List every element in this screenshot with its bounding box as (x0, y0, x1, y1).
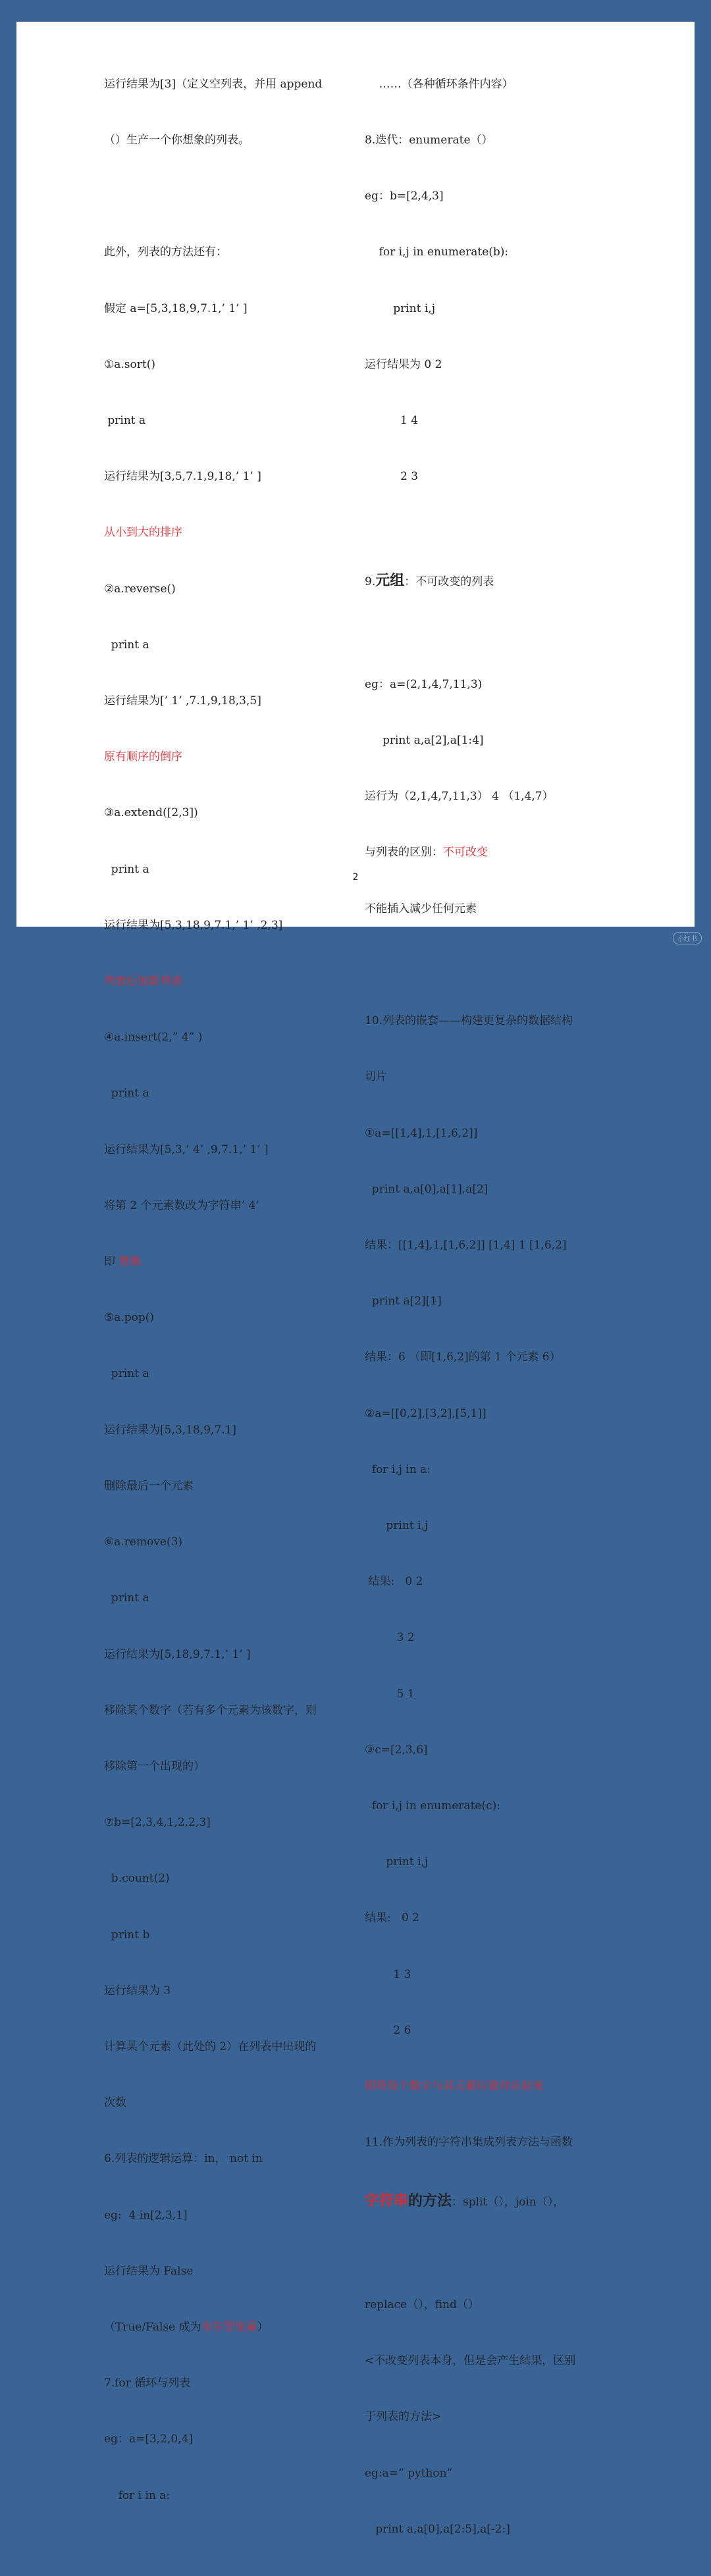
watermark-logo: 小红书 (673, 932, 702, 944)
text-line: ④a.insert(2,” 4” ) (104, 1031, 203, 1044)
blank-line (365, 523, 615, 531)
highlight-note: 不可改变 (443, 846, 488, 860)
text-line: 5 1 (365, 1687, 415, 1701)
text-line: ③a.extend([2,3]) (104, 806, 198, 820)
text-line: 1 3 (365, 1967, 411, 1981)
text-line: 结果: 0 2 (365, 1575, 423, 1589)
heading-keyword: 元组 (375, 572, 405, 590)
text-line: 移除第一个出现的） (104, 1759, 205, 1773)
code-line: print a (104, 1591, 149, 1605)
code-line: print a (104, 1367, 149, 1381)
text-line: 结果: 0 2 (365, 1911, 419, 1925)
section-heading: 6.列表的逻辑运算：in， not in (104, 2152, 263, 2166)
code-line: for i,j in enumerate(c): (365, 1799, 500, 1813)
text-line: eg：a=[3,2,0,4] (104, 2433, 194, 2446)
code-line: print a,a[0],a[2:5],a[-2:] (365, 2522, 510, 2536)
text-line: 运行结果为[5,18,9,7.1,’ 1’ ] (104, 1647, 251, 1661)
section-heading: 7.for 循环与列表 (104, 2377, 191, 2390)
text-line: 运行结果为 False (104, 2264, 194, 2278)
text-line: 结果：[[1,4],1,[1,6,2]] [1,4] 1 [1,6,2] (365, 1238, 567, 1252)
highlight-note: 替换 (118, 1255, 142, 1269)
code-line: print a (104, 638, 149, 652)
text-line: 1 4 (365, 414, 419, 428)
text-line: 运行结果为[’ 1’ ,7.1,9,18,3,5] (104, 694, 261, 708)
text-line: 结果：6 （即[1,6,2]的第 1 个元素 6） (365, 1351, 561, 1364)
highlight-note: 即将每个数字与其元素位置对应起来 (365, 2079, 544, 2093)
text-line: 运行结果为[3,5,7.1,9,18,’ 1’ ] (104, 470, 261, 484)
heading-keyword: 字符串 (365, 2192, 409, 2210)
code-line: print i,j (365, 1855, 429, 1869)
text-line: ②a.reverse() (104, 582, 176, 596)
text-line: 切片 (365, 1070, 387, 1084)
text-line: eg: 4 in[2,3,1] (104, 2208, 188, 2222)
text-line: 运行结果为[5,3,18,9,7.1] (104, 1423, 236, 1437)
text-line: 将第 2 个元素数改为字符串’ 4’ (104, 1198, 259, 1212)
section-heading: 8.迭代：enumerate（） (365, 134, 493, 147)
inline-text: 即 (104, 1255, 119, 1269)
code-line: print b (104, 1928, 150, 1942)
section-heading: 11.作为列表的字符串集成列表方法与函数 (365, 2136, 573, 2150)
text-line: ③c=[2,3,6] (365, 1743, 428, 1757)
inline-text: （True/False 成为 (104, 2320, 201, 2334)
heading-keyword: 的方法 (408, 2192, 452, 2210)
text-line: ②a=[[0,2],[3,2],[5,1]] (365, 1406, 487, 1420)
text-line: 2 6 (365, 2023, 411, 2037)
left-column (104, 38, 348, 2542)
inline-text: 与列表的区别： (365, 846, 443, 860)
text-line: eg：b=[2,4,3] (365, 190, 444, 203)
text-line: 运行结果为[5,3,18,9,7.1,’ 1’ ,2,3] (104, 918, 283, 932)
code-line: print a (104, 1087, 149, 1100)
text-line: ⑦b=[2,3,4,1,2,2,3] (104, 1816, 211, 1830)
text-line: 移除某个数字（若有多个元素为该数字，则 (104, 1703, 317, 1717)
text-line: ⑤a.pop() (104, 1311, 155, 1325)
code-line: for i,j in enumerate(b): (365, 245, 509, 259)
text-line: eg:a=” python” (365, 2466, 453, 2480)
blank-line (365, 956, 615, 974)
text-line: 计算某个元素（此处的 2）在列表中出现的 (104, 2040, 317, 2053)
text-line: replace（），find（） (365, 2298, 479, 2311)
highlight-note: 从小到大的排序 (104, 526, 182, 540)
text-line: 2 3 (365, 470, 419, 484)
text-line: 3 2 (365, 1631, 415, 1645)
text-line: 删除最后一个元素 (104, 1479, 194, 1493)
text-line: 运行结果为[3]（定义空列表，并用 append (104, 77, 323, 91)
text-line: 运行结果为 3 (104, 1984, 171, 1997)
code-line: print a[2][1] (365, 1295, 442, 1308)
blank-line (365, 2250, 615, 2258)
highlight-note: 列表后加新列表 (104, 975, 182, 989)
code-line: print i,j (365, 301, 435, 315)
blank-line (365, 630, 615, 638)
text-line: ①a.sort() (104, 357, 155, 371)
inline-text: 9. (365, 575, 376, 589)
section-heading (365, 2189, 615, 2213)
text-line: 运行为（2,1,4,7,11,3） 4 （1,4,7） (365, 790, 554, 804)
highlight-note: 布尔型变量 (201, 2320, 257, 2334)
code-line: print i,j (365, 1518, 429, 1532)
code-line: for i,j in a: (365, 1462, 431, 1476)
text-line (104, 1252, 348, 1271)
code-line: for i in a: (104, 2488, 171, 2502)
code-line: print a,a[2],a[1:4] (365, 734, 484, 748)
code-line: print a (104, 414, 146, 428)
text-line (365, 843, 615, 862)
text-line: 不能插入减少任何元素 (365, 902, 477, 915)
text-line: 运行结果为[5,3,’ 4’ ,9,7.1,’ 1’ ] (104, 1143, 269, 1156)
text-line: 假定 a=[5,3,18,9,7.1,’ 1’ ] (104, 301, 248, 315)
text-line: <不改变列表本身，但是会产生结果，区别 (365, 2354, 576, 2368)
blank-line (104, 187, 348, 205)
text-line: （）生产一个你想象的列表。 (104, 134, 250, 147)
text-line: 此外，列表的方法还有： (104, 245, 227, 259)
section-heading (365, 569, 615, 592)
text-line: ⑥a.remove(3) (104, 1535, 183, 1549)
code-line: print a (104, 862, 149, 876)
inline-text: ：split（），join（）， (452, 2196, 565, 2209)
section-heading: 10.列表的嵌套——构建更复杂的数据结构 (365, 1014, 573, 1028)
text-line: ……（各种循环条件内容） (365, 77, 514, 91)
text-line (104, 2318, 348, 2336)
text-line: eg：a=(2,1,4,7,11,3) (365, 677, 483, 691)
inline-text: ） (257, 2320, 269, 2334)
text-line: 次数 (104, 2096, 126, 2110)
code-line: b.count(2) (104, 1872, 170, 1886)
code-line: print a,a[0],a[1],a[2] (365, 1182, 488, 1196)
highlight-note: 原有顺序的倒序 (104, 750, 182, 764)
text-line: 运行结果为 0 2 (365, 357, 442, 371)
right-column (365, 38, 615, 2576)
text-line: ①a=[[1,4],1,[1,6,2]] (365, 1126, 478, 1140)
page-number: 2 (352, 872, 359, 883)
text-line: 于列表的方法> (365, 2410, 442, 2424)
inline-text: ：不可改变的列表 (404, 575, 494, 589)
